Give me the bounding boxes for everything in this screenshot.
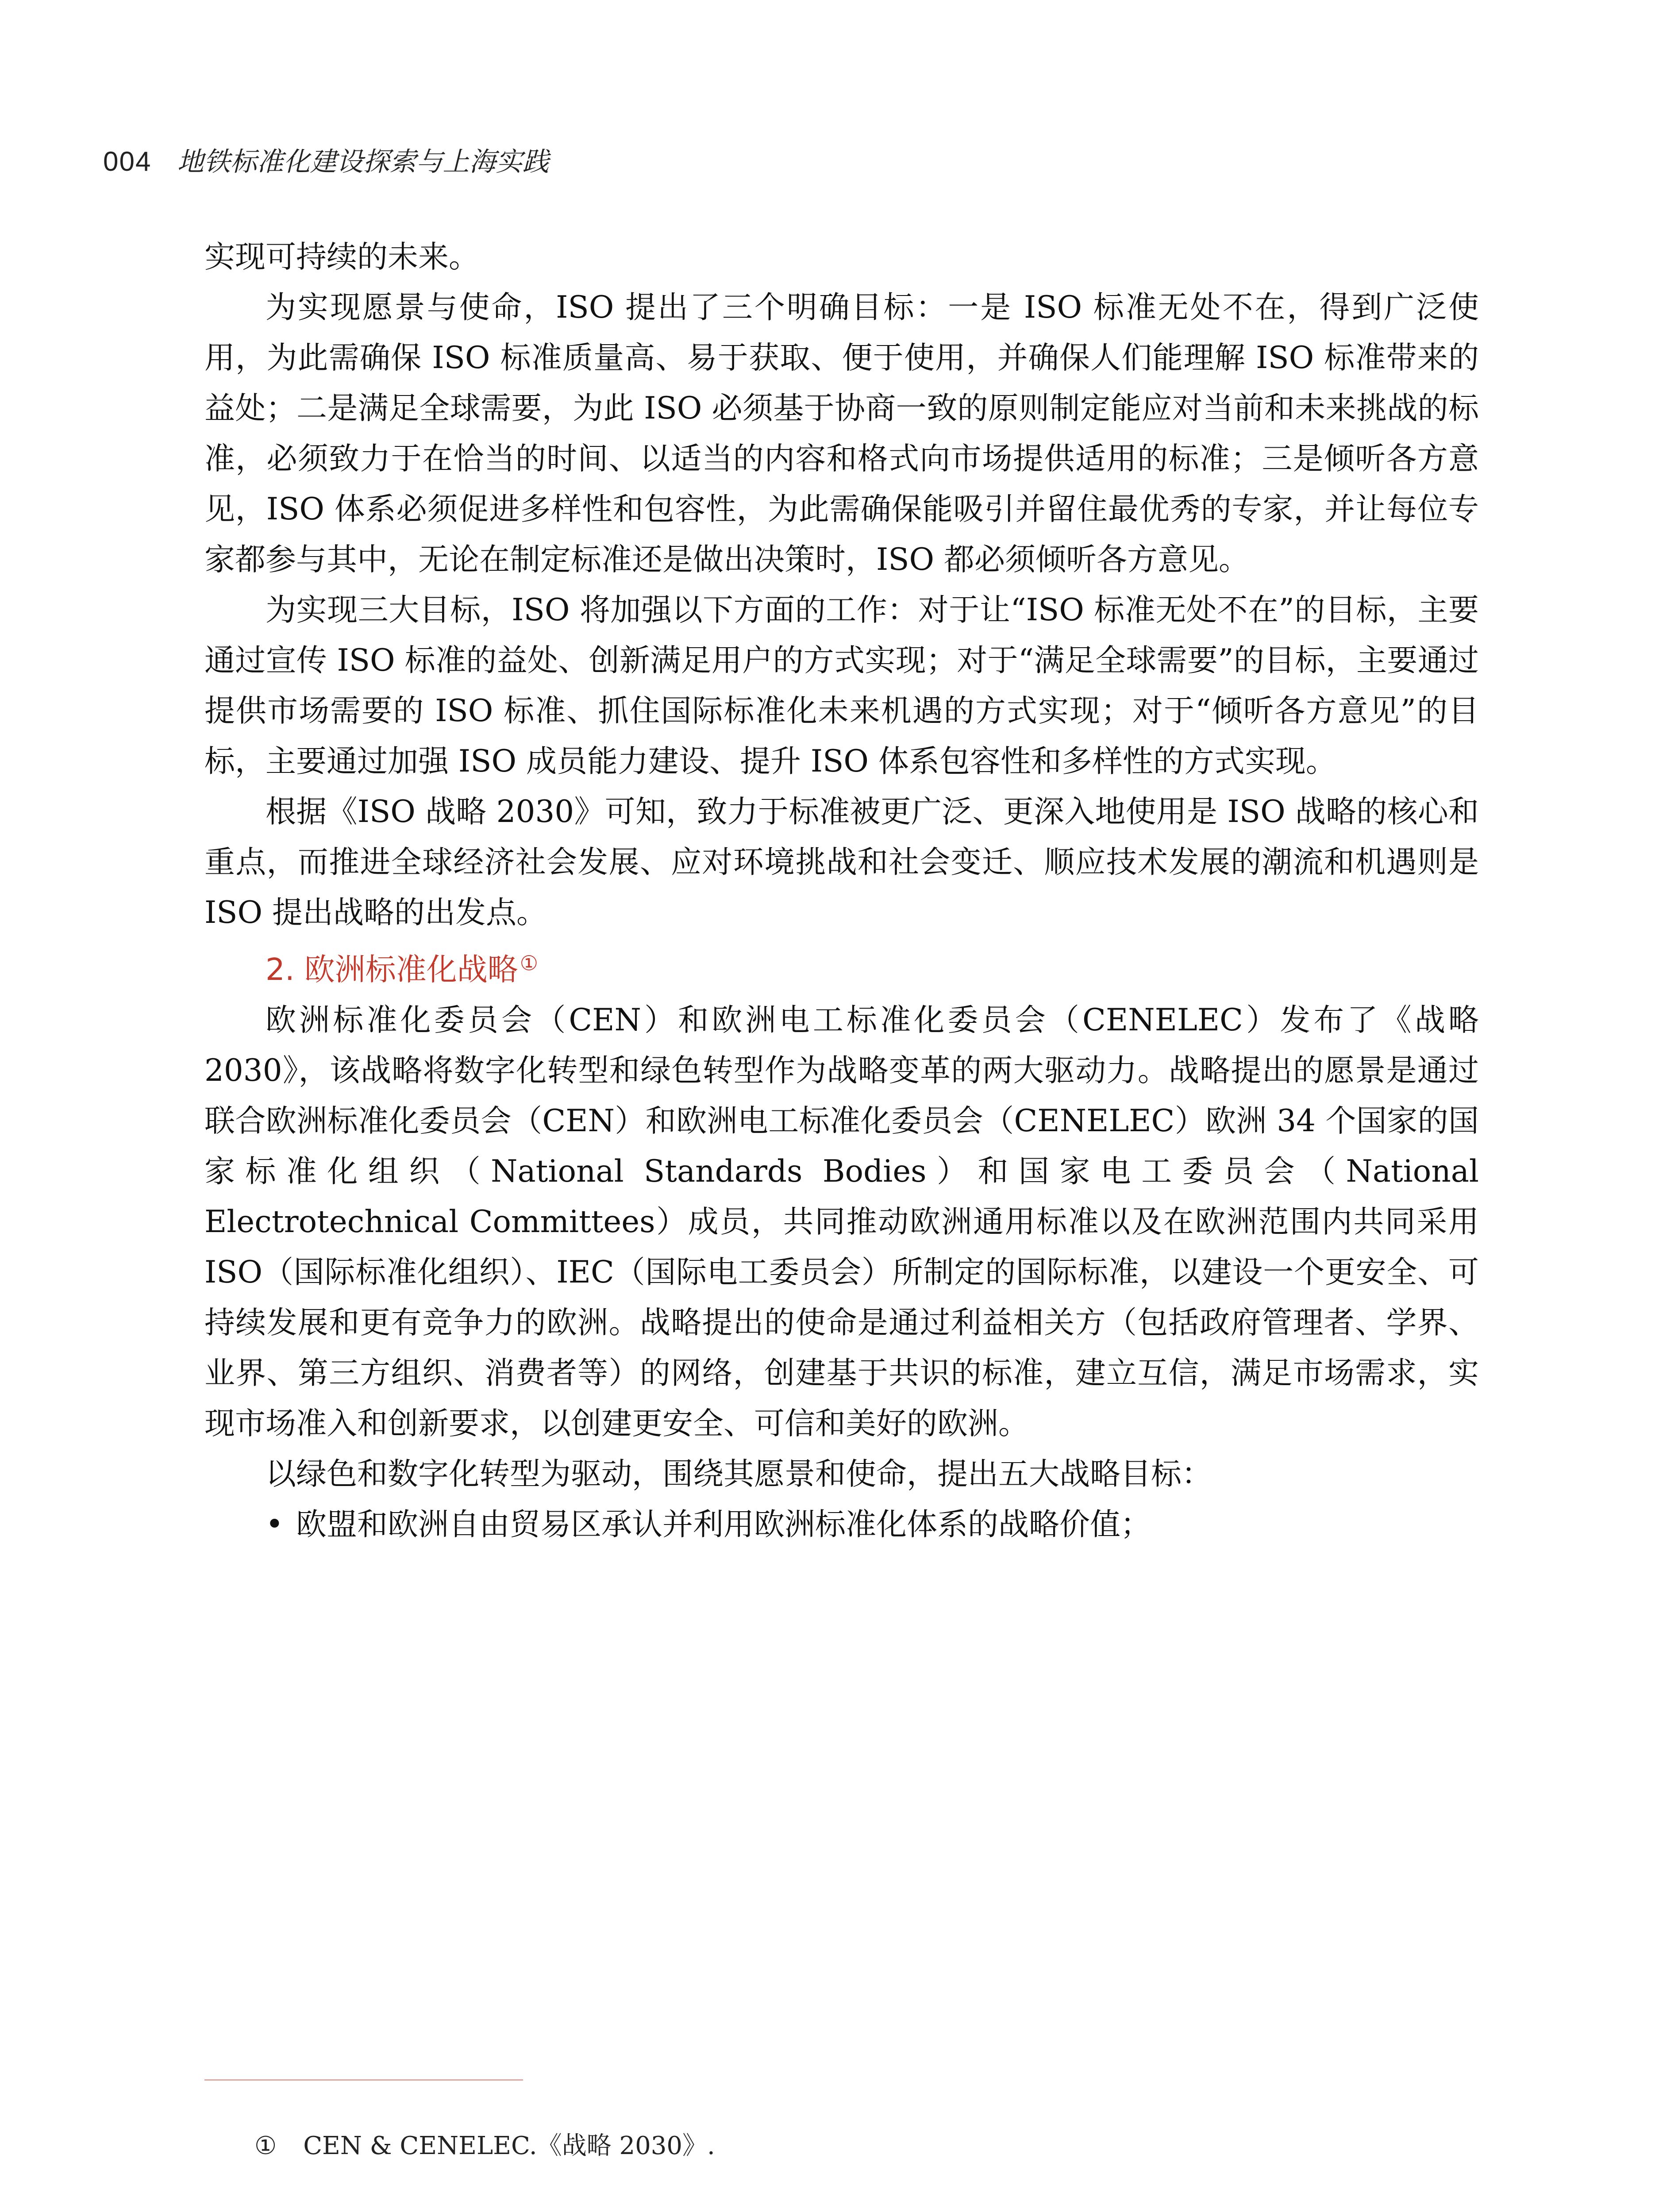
main-text [204, 232, 1479, 1550]
paragraph: 为实现愿景与使命，ISO 提出了三个明确目标：一是 ISO 标准无处不在，得到广泛使用，为此需确保 ISO 标准质量高、易于获取、便于使用，并确保人们能理解 ISO 标准带来的益处；二是满足全球需要，为此 ISO 必须基于协商一致的原则制定能应对当前和未来挑战的标准，必须致力于在恰当的时间、以适当的内容和格式向市场提供适用的标准；三是倾听各方意见，ISO 体系必须促进多样性和包容性，为此需确保能吸引并留住最优秀的专家，并让每位专家都参与其中，无论在制定标准还是做出决策时，ISO 都必须倾听各方意见。 [204, 290, 1479, 577]
book-title: 地铁标准化建设探索与上海实践 [177, 146, 549, 177]
footnote [254, 2126, 715, 2162]
running-header [103, 141, 549, 179]
footnote-text: CEN & CENELEC.《战略 2030》. [303, 2131, 715, 2160]
paragraph: 实现可持续的未来。 [204, 239, 479, 275]
footnote-reference[interactable]: ① [520, 951, 539, 975]
bullet-item [204, 1499, 1479, 1550]
section-heading-text: 2. 欧洲标准化战略 [266, 952, 518, 987]
bullet-dot-icon: • [266, 1507, 284, 1542]
paragraph: 根据《ISO 战略 2030》可知，致力于标准被更广泛、更深入地使用是 ISO 战略的核心和重点，而推进全球经济社会发展、应对环境挑战和社会变迁、顺应技术发展的潮流和机遇则是 ISO 提出战略的出发点。 [204, 794, 1479, 930]
section-heading [204, 938, 1479, 995]
page-number: 004 [103, 146, 152, 177]
paragraph: 以绿色和数字化转型为驱动，围绕其愿景和使命，提出五大战略目标： [266, 1456, 1212, 1492]
bullet-text: 欧盟和欧洲自由贸易区承认并利用欧洲标准化体系的战略价值； [296, 1507, 1151, 1542]
paragraph: 为实现三大目标，ISO 将加强以下方面的工作：对于让“ISO 标准无处不在”的目标，主要通过宣传 ISO 标准的益处、创新满足用户的方式实现；对于“满足全球需要”的目标，主要通过提供市场需要的 ISO 标准、抓住国际标准化未来机遇的方式实现；对于“倾听各方意见”的目标，主要通过加强 ISO 成员能力建设、提升 ISO 体系包容性和多样性的方式实现。 [204, 592, 1479, 779]
footnote-marker: ① [254, 2131, 277, 2160]
footnote-divider [204, 2079, 523, 2081]
paragraph: 欧洲标准化委员会（CEN）和欧洲电工标准化委员会（CENELEC）发布了《战略 2030》，该战略将数字化转型和绿色转型作为战略变革的两大驱动力。战略提出的愿景是通过联合欧洲标准化委员会（CEN）和欧洲电工标准化委员会（CENELEC）欧洲 34 个国家的国家标准化组织（National Standards Bodies）和国家电工委员会（National Electrotechnical Committees）成员，共同推动欧洲通用标准以及在欧洲范围内共同采用 ISO（国际标准化组织）、IEC（国际电工委员会）所制定的国际标准，以建设一个更安全、可持续发展和更有竞争力的欧洲。战略提出的使命是通过利益相关方（包括政府管理者、学界、业界、第三方组织、消费者等）的网络，创建基于共识的标准，建立互信，满足市场需求，实现市场准入和创新要求，以创建更安全、可信和美好的欧洲。 [204, 1002, 1479, 1441]
